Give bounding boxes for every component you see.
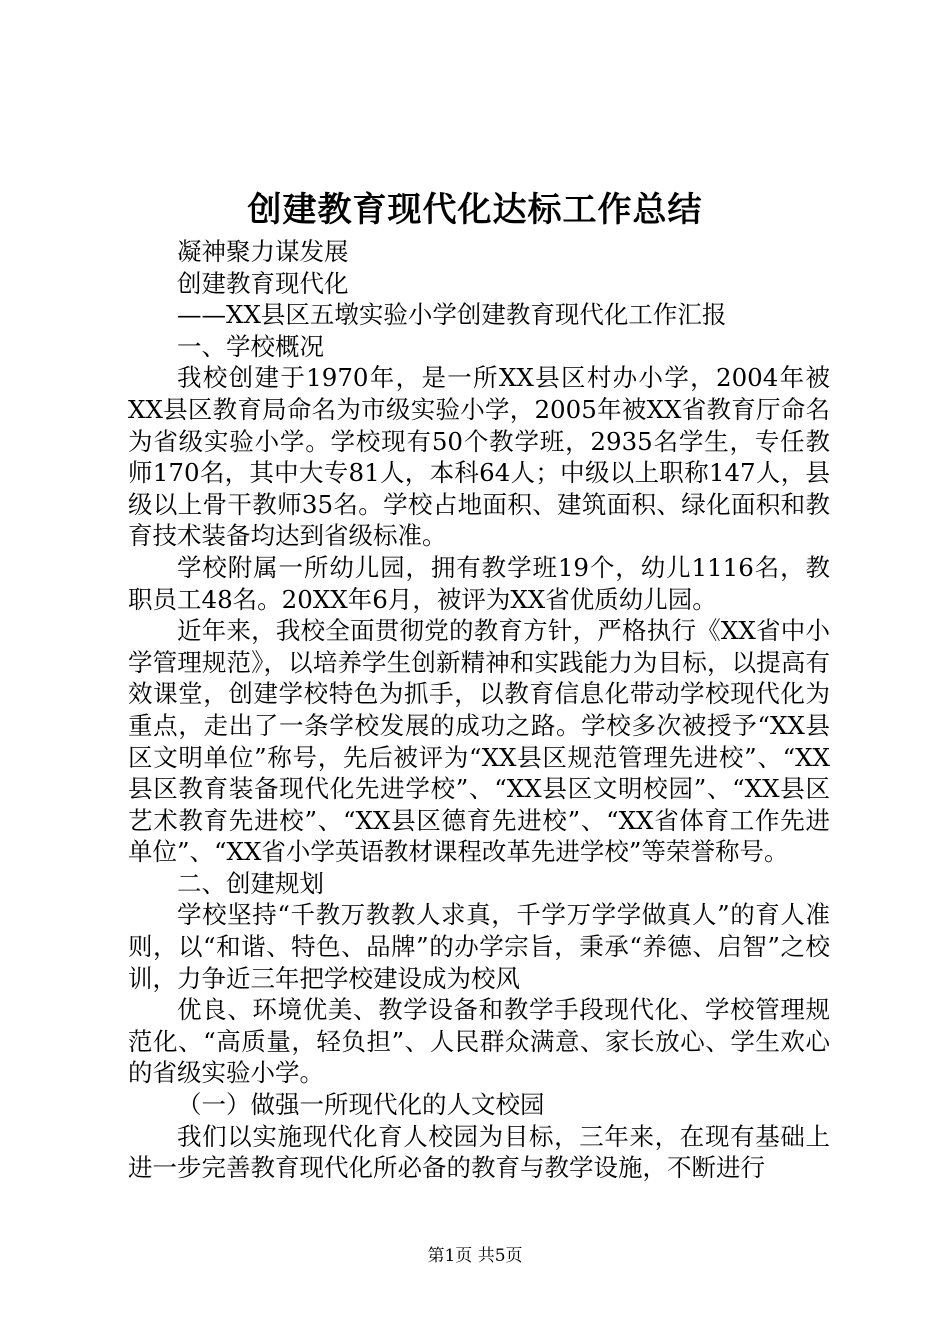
paragraph-campus: 我们以实施现代化育人校园为目标，三年来，在现有基础上进一步完善教育现代化所必备的教育与教学设施，不断进行 [128,1121,830,1183]
page-number: 第1页 共5页 [427,1246,523,1266]
paragraph-goals: 优良、环境优美、教学设备和教学手段现代化、学校管理规范化、“高质量，轻负担”、人民群众满意、家长放心、学生欢心的省级实验小学。 [128,995,830,1088]
paragraph-school-history: 我校创建于1970年，是一所XX县区村办小学，2004年被XX县区教育局命名为市级实验小学，2005年被XX省教育厅命名为省级实验小学。学校现有50个教学班，2935名学生，专任教师170名，其中大专81人，本科64人；中级以上职称147人，县级以上骨干教师35名。学校占地面积、建筑面积、绿化面积和教育技术装备均达到省级标准。 [128,363,830,551]
section-heading-overview: 一、学校概况 [177,331,324,361]
document-title: 创建教育现代化达标工作总结 [247,190,703,230]
paragraph-achievements: 近年来，我校全面贯彻党的教育方针，严格执行《XX省中小学管理规范》，以培养学生创新精神和实践能力为目标，以提高有效课堂，创建学校特色为抓手，以教育信息化带动学校现代化为重点，走出了一条学校发展的成功之路。学校多次被授予“XX县区文明单位”称号，先后被评为“XX县区规范管理先进校”、“XX县区教育装备现代化先进学校”、“XX县区文明校园”、“XX县区艺术教育先进校”、“XX县区德育先进校”、“XX省体育工作先进单位”、“XX省小学英语教材课程改革先进学校”等荣誉称号。 [128,616,830,867]
subsection-heading-campus: （一）做强一所现代化的人文校园 [177,1090,545,1120]
subtitle-line-1: 凝神聚力谋发展 [177,237,349,266]
paragraph-principles: 学校坚持“千教万教教人求真，千学万学学做真人”的育人准则，以“和谐、特色、品牌”的办学宗旨，秉承“养德、启智”之校训，力争近三年把学校建设成为校风 [128,900,830,993]
subtitle-line-3: ——XX县区五墩实验小学创建教育现代化工作汇报 [177,300,727,330]
subtitle-line-2: 创建教育现代化 [177,268,349,298]
document-body [128,236,830,1184]
section-heading-planning: 二、创建规划 [177,868,324,898]
paragraph-kindergarten: 学校附属一所幼儿园，拥有教学班19个，幼儿1116名，教职员工48名。20XX年6月，被评为XX省优质幼儿园。 [128,552,830,614]
